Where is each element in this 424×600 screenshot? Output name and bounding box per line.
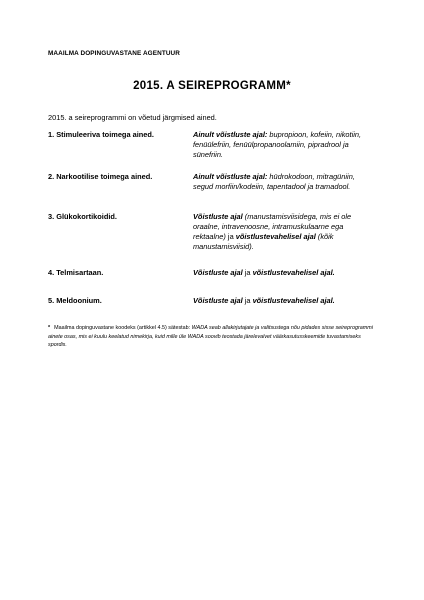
substance-class-description [193, 268, 373, 278]
substance-class-name: 5. Meldoonium. [48, 296, 102, 305]
footnote-prefix: Maailma dopinguvastane koodeks (artikkel 4.5) sätestab: [54, 325, 192, 331]
substance-class-description [193, 130, 373, 160]
substance-class-name: 1. Stimuleeriva toimega ained. [48, 130, 154, 139]
conjunction-text: ja [242, 268, 253, 277]
agency-header: MAAILMA DOPINGUVASTANE AGENTUUR [48, 50, 180, 57]
timing-label: Võistluste ajal [193, 268, 243, 277]
intro-paragraph: 2015. a seireprogrammi on võetud järgmised ained. [48, 113, 217, 122]
timing-label: võistlustevahelisel ajal [235, 232, 316, 241]
conjunction-text: ja [225, 232, 236, 241]
timing-label: Võistluste ajal [193, 212, 243, 221]
route-details: (manustamisviisidega, mis ei ole oraalne, intravenoosne, intramuskulaarne ega rektaalne) [193, 212, 352, 241]
timing-label: võistlustevahelisel ajal. [252, 296, 335, 305]
timing-label: võistlustevahelisel ajal. [252, 268, 335, 277]
timing-label: Ainult võistluste ajal: [193, 130, 268, 139]
substance-class-description [193, 172, 373, 192]
substance-class-name: 2. Narkootilise toimega ained. [48, 172, 153, 181]
substance-class-description [193, 296, 373, 306]
substance-class-description [193, 212, 373, 252]
footnote [48, 324, 378, 350]
timing-label: Ainult võistluste ajal: [193, 172, 268, 181]
footnote-text: WADA seab allakirjutajate ja valitsustega nõu pidades sisse seireprogrammi ainete osas, mis ei kuulu keelatud nimekirja, kuid mille üle WADA soovib teostada järelevalvet väärkasutusskeemide tuvastamiseks spordis. [48, 325, 373, 348]
footnote-marker: * [48, 325, 51, 331]
substance-class-name: 4. Telmisartaan. [48, 268, 104, 277]
timing-label: Võistluste ajal [193, 296, 243, 305]
conjunction-text: ja [242, 296, 253, 305]
substance-list: bupropioon, kofeiin, nikotiin, fenüülefriin, fenüülpropanoolamiin, pipradrool ja sünefriin. [193, 130, 362, 159]
substance-class-name: 3. Glükokortikoidid. [48, 212, 117, 221]
route-details: (kõik manustamisviisid). [193, 232, 334, 251]
substance-list: hüdrokodoon, mitragüniin, segud morfiin/kodeiin, tapentadool ja tramadool. [193, 172, 355, 191]
page-title: 2015. A SEIREPROGRAMM* [133, 80, 291, 92]
